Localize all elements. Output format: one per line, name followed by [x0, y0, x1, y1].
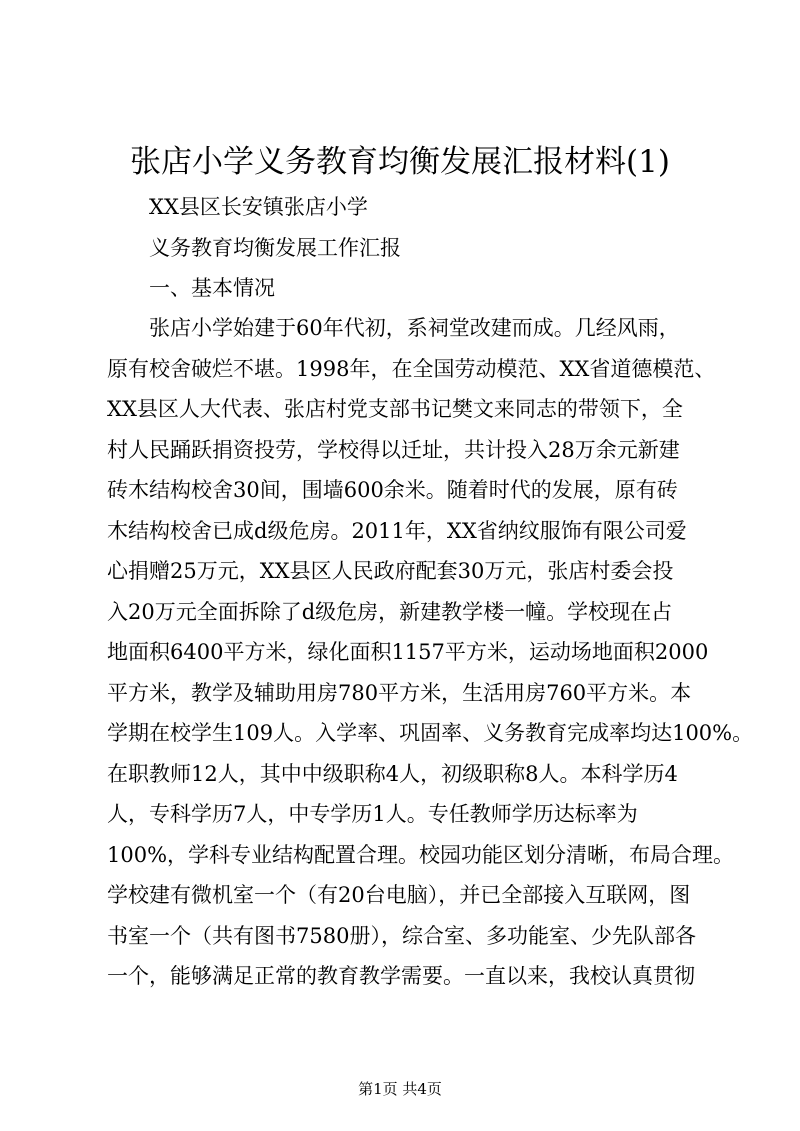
body-line: 学校建有微机室一个（有20台电脑），并已全部接入互联网，图: [107, 883, 691, 907]
body-line: 张店小学始建于60年代初，系祠堂改建而成。几经风雨，: [149, 316, 680, 340]
report-title-line: 义务教育均衡发展工作汇报: [149, 236, 401, 260]
body-line: 村人民踊跃捐资投劳，学校得以迁址，共计投入28万余元新建: [107, 438, 680, 462]
school-name-line: XX县区长安镇张店小学: [149, 195, 368, 219]
document-title: 张店小学义务教育均衡发展汇报材料(1): [130, 144, 670, 180]
body-line: 100%，学科专业结构配置合理。校园功能区划分清晰，布局合理。: [107, 843, 735, 867]
body-line: 原有校舍破烂不堪。1998年，在全国劳动模范、XX省道德模范、: [107, 357, 716, 381]
body-line: 在职教师12人，其中中级职称4人，初级职称8人。本科学历4: [107, 762, 678, 786]
body-line: 心捐赠25万元，XX县区人民政府配套30万元，张店村委会投: [107, 559, 674, 583]
body-line: 平方米，教学及辅助用房780平方米，生活用房760平方米。本: [107, 681, 692, 705]
body-line: 人，专科学历7人，中专学历1人。专任教师学历达标率为: [107, 802, 638, 826]
body-line: 书室一个（共有图书7580册），综合室、多功能室、少先队部各: [107, 924, 696, 948]
body-line: 一个，能够满足正常的教育教学需要。一直以来，我校认真贯彻: [107, 964, 695, 988]
body-line: XX县区人大代表、张店村党支部书记樊文来同志的带领下，全: [107, 397, 683, 421]
body-line: 砖木结构校舍30间，围墙600余米。随着时代的发展，原有砖: [107, 478, 678, 502]
body-line: 木结构校舍已成d级危房。2011年，XX省纳纹服饰有限公司爱: [107, 519, 687, 543]
body-line: 入20万元全面拆除了d级危房，新建教学楼一幢。学校现在占: [107, 600, 673, 624]
body-line: 学期在校学生109人。入学率、巩固率、义务教育完成率均达100%。: [107, 721, 754, 745]
page-number-footer: 第1页 共4页: [358, 1080, 442, 1098]
section-heading: 一、基本情况: [149, 276, 275, 300]
body-line: 地面积6400平方米，绿化面积1157平方米，运动场地面积2000: [107, 640, 709, 664]
